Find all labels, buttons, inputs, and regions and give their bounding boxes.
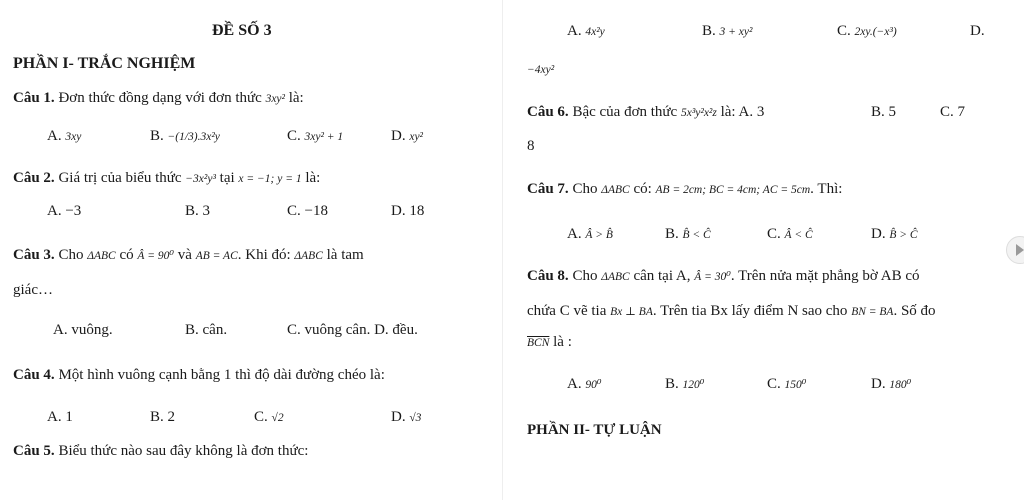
option-d[interactable]: D. B̂ > Ĉ xyxy=(871,226,918,242)
question-3-continued: giác… xyxy=(13,282,53,298)
option-a[interactable]: A. 90⁰ xyxy=(567,376,602,392)
question-5: Câu 5. Biểu thức nào sau đây không là đơn thức: xyxy=(13,443,309,459)
math-expression: 3xy² xyxy=(265,93,285,105)
option-d[interactable]: D. xy² xyxy=(391,128,423,144)
option-c[interactable]: C. vuông cân. D. đều. xyxy=(287,322,418,338)
question-label: Câu 7. xyxy=(527,181,569,197)
section-heading-essay: PHẦN II- TỰ LUẬN xyxy=(527,422,662,438)
question-8: Câu 8. Cho ΔABC cân tại A, Â = 30⁰. Trên nửa mặt phẳng bờ AB có xyxy=(527,268,920,284)
option-a[interactable]: A. −3 xyxy=(47,203,82,219)
option-b[interactable]: B. 120⁰ xyxy=(665,376,705,392)
option-b[interactable]: B. 2 xyxy=(150,409,176,425)
option-c[interactable]: C. 2xy.(−x³) xyxy=(837,23,897,39)
option-c[interactable]: C. 7 xyxy=(940,104,966,120)
question-2: Câu 2. Giá trị của biểu thức −3x²y³ tại x = −1; y = 1 là: xyxy=(13,170,321,186)
option-a[interactable]: A. vuông. xyxy=(53,322,113,338)
option-b[interactable]: B. 3 + xy² xyxy=(702,23,753,39)
option-a[interactable]: A. 1 xyxy=(47,409,73,425)
option-d-value: 8 xyxy=(527,138,535,154)
question-8-line-2: chứa C vẽ tia Bx ⊥ BA. Trên tia Bx lấy điểm N sao cho BN = BA. Số đo xyxy=(527,303,936,319)
option-a[interactable]: A. Â > B̂ xyxy=(567,226,613,242)
option-c[interactable]: C. √2 xyxy=(254,409,284,425)
option-d[interactable]: D. 180⁰ xyxy=(871,376,912,392)
question-label: Câu 1. xyxy=(13,90,55,106)
question-label: Câu 8. xyxy=(527,268,569,284)
question-4: Câu 4. Một hình vuông cạnh bằng 1 thì độ dài đường chéo là: xyxy=(13,367,385,383)
play-icon xyxy=(1016,244,1024,256)
question-3: Câu 3. Cho ΔABC có Â = 90⁰ và AB = AC. Khi đó: ΔABC là tam xyxy=(13,247,364,263)
option-a[interactable]: A. 3xy xyxy=(47,128,82,144)
document-title: ĐỀ SỐ 3 xyxy=(212,22,272,39)
question-text-tail: là: xyxy=(288,90,304,106)
option-c[interactable]: C. −18 xyxy=(287,203,328,219)
option-b[interactable]: B. 5 xyxy=(871,104,897,120)
question-8-line-3: $\overline{BCN}$ là : xyxy=(527,334,572,350)
question-7: Câu 7. Cho ΔABC có: AB = 2cm; BC = 4cm; AC = 5cm. Thì: xyxy=(527,181,843,197)
section-heading-multiple-choice: PHẦN I- TRẮC NGHIỆM xyxy=(13,55,196,72)
option-c[interactable]: C. Â < Ĉ xyxy=(767,226,813,242)
question-label: Câu 6. xyxy=(527,104,569,120)
option-a[interactable]: A. 4x²y xyxy=(567,23,605,39)
option-d-value: −4xy² xyxy=(527,64,555,76)
option-d[interactable]: D. 18 xyxy=(391,203,425,219)
option-b[interactable]: B. B̂ < Ĉ xyxy=(665,226,711,242)
option-d[interactable]: D. xyxy=(970,23,985,39)
question-1 xyxy=(13,89,304,108)
option-c[interactable]: C. 150⁰ xyxy=(767,376,807,392)
option-c[interactable]: C. 3xy² + 1 xyxy=(287,128,344,144)
question-label: Câu 2. xyxy=(13,170,55,186)
option-b[interactable]: B. cân. xyxy=(185,322,228,338)
question-label: Câu 4. xyxy=(13,367,55,383)
option-b[interactable]: B. −(1/3).3x²y xyxy=(150,128,220,144)
question-label: Câu 3. xyxy=(13,247,55,263)
column-divider xyxy=(502,0,503,500)
question-text: Đơn thức đồng dạng với đơn thức xyxy=(58,90,262,106)
question-6: Câu 6. Bậc của đơn thức 5x³y²x²z là: A. 3 xyxy=(527,104,765,120)
question-label: Câu 5. xyxy=(13,443,55,459)
option-b[interactable]: B. 3 xyxy=(185,203,211,219)
play-button[interactable] xyxy=(1006,236,1024,264)
option-d[interactable]: D. √3 xyxy=(391,409,422,425)
